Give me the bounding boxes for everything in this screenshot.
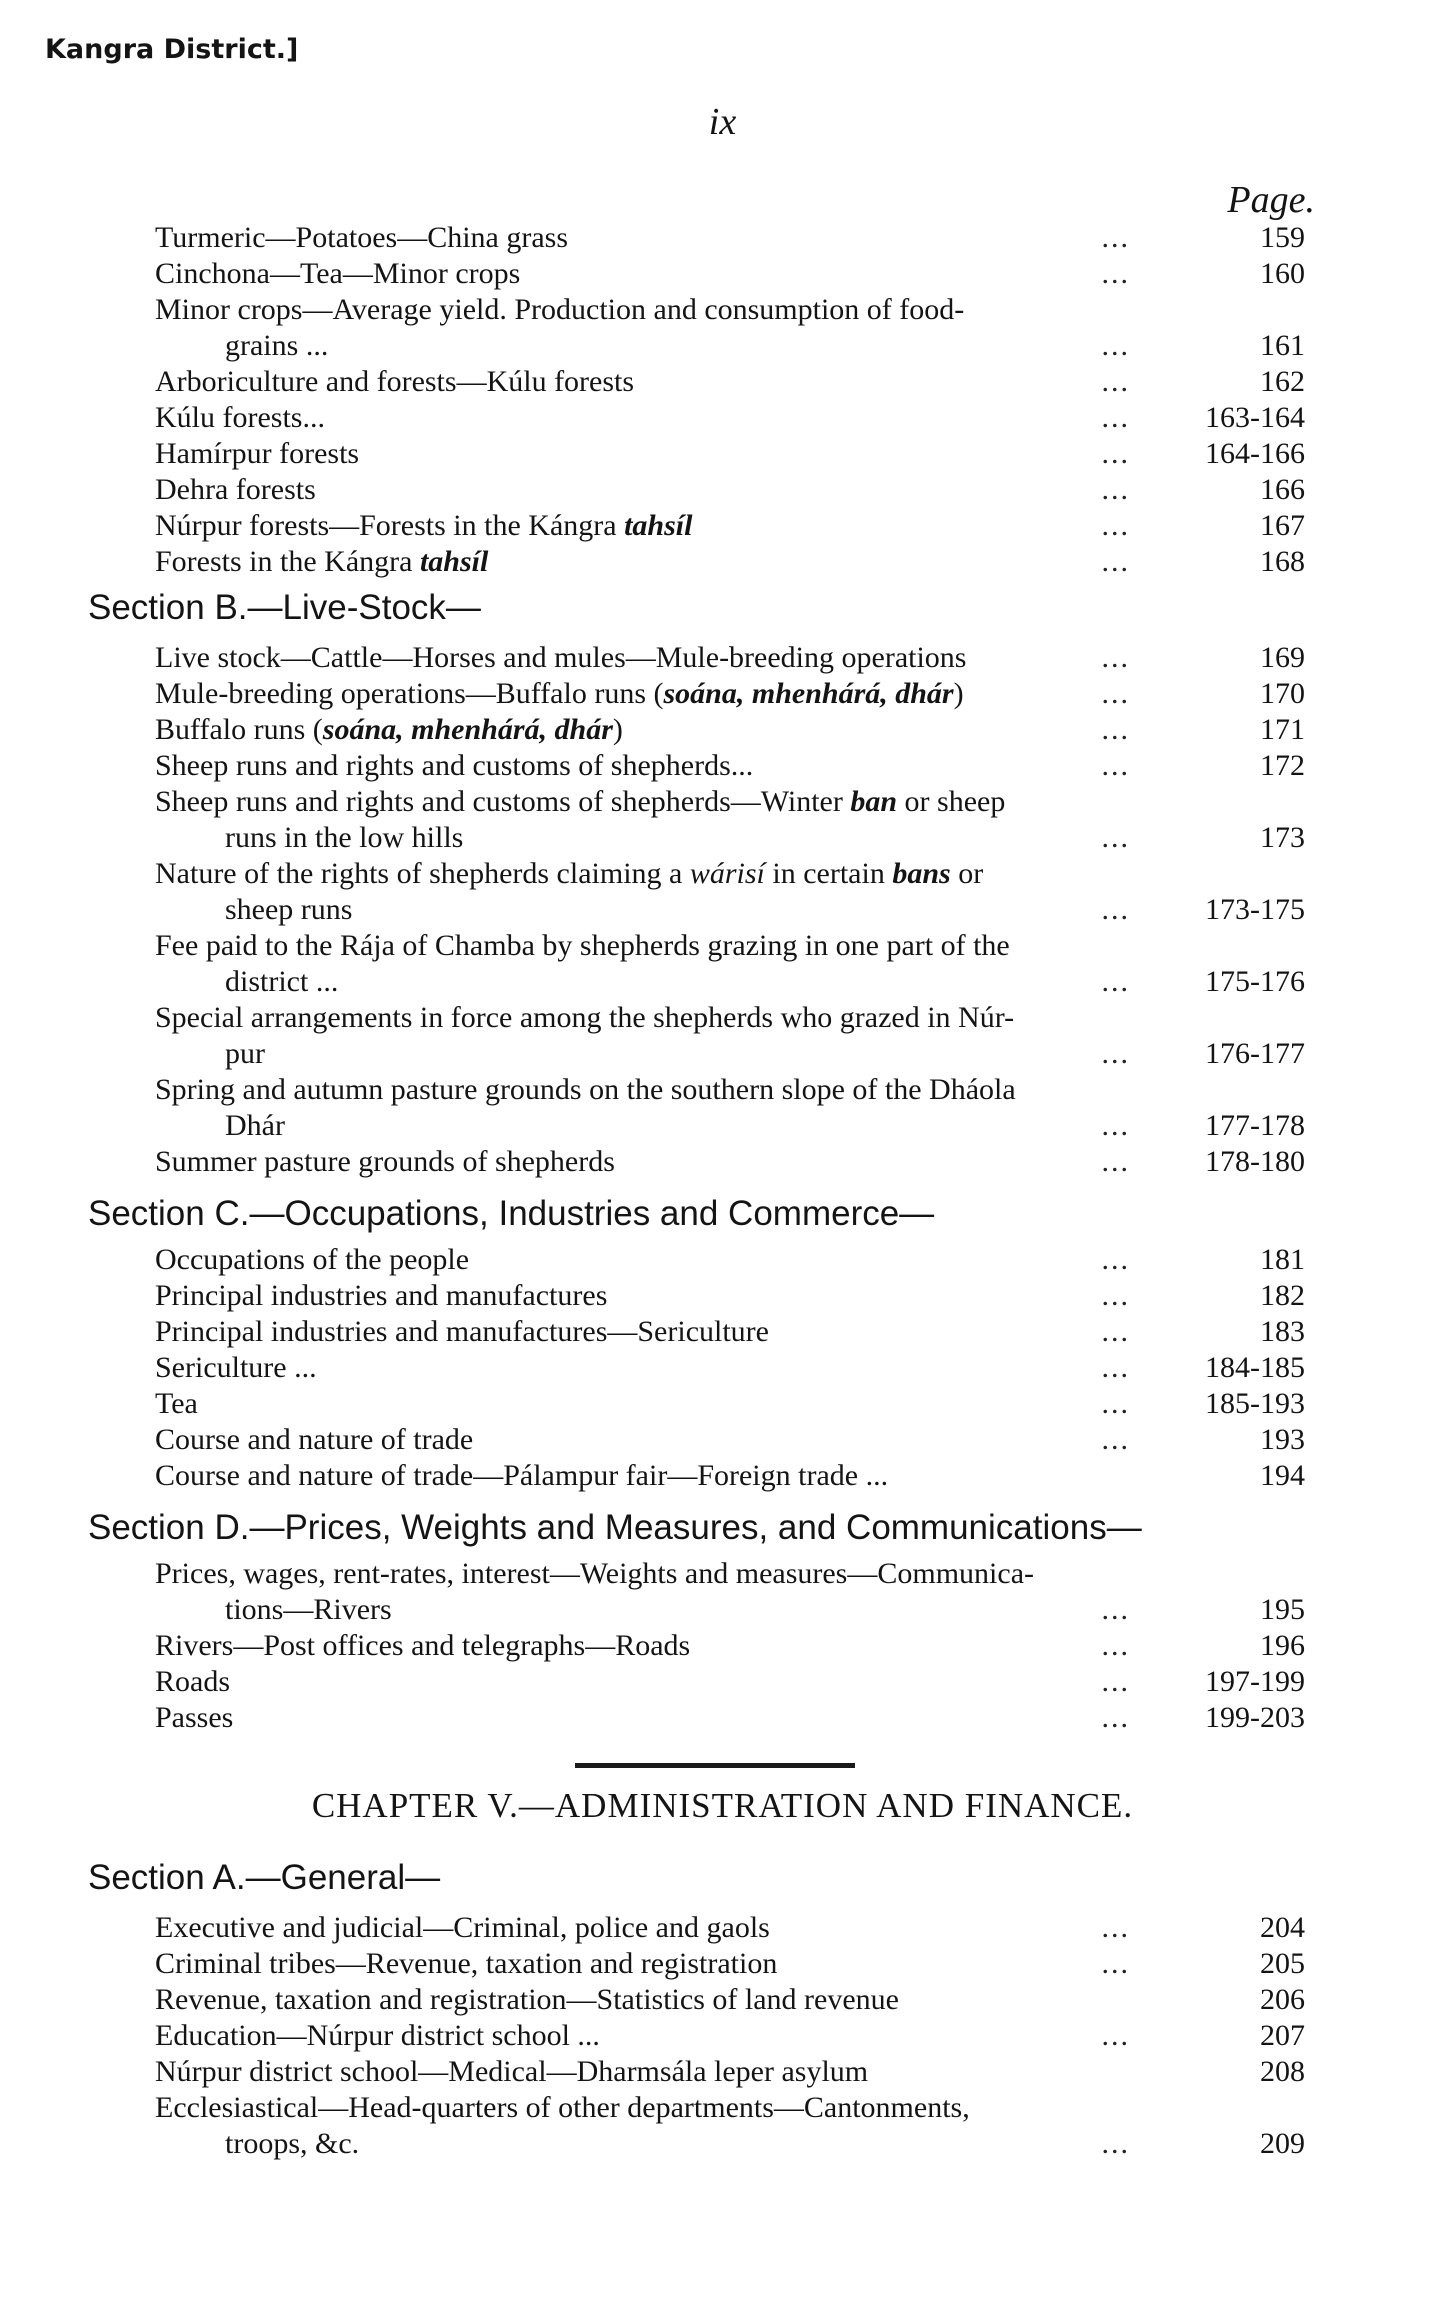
toc-page: 173-175: [1205, 893, 1305, 926]
toc-page: 164-166: [1205, 437, 1305, 470]
toc-page: 185-193: [1205, 1387, 1305, 1420]
toc-page: 162: [1260, 365, 1305, 398]
section-heading: Section B.—Live-Stock—: [88, 588, 481, 627]
toc-entry: Arboriculture and forests—Kúlu forests ... 162: [155, 365, 1305, 398]
toc-page: 178-180: [1205, 1145, 1305, 1178]
toc-page: 168: [1260, 545, 1305, 578]
toc-page: 193: [1260, 1423, 1305, 1456]
section-heading: Section C.—Occupations, Industries and Commerce—: [88, 1194, 935, 1233]
toc-entry: Buffalo runs (soána, mhenhárá, dhár) ... 171: [155, 713, 1305, 746]
toc-page: 184-185: [1205, 1351, 1305, 1384]
toc-page: 183: [1260, 1315, 1305, 1348]
toc-entry: Núrpur forests—Forests in the Kángra tahsíl ... 167: [155, 509, 1305, 542]
toc-entry: Nature of the rights of shepherds claiming a wárisí in certain bans or sheep runs ... 173-175: [155, 857, 1305, 926]
toc-page: 171: [1260, 713, 1305, 746]
toc-section-a: [155, 1910, 1305, 2162]
toc-entry: Turmeric—Potatoes—China grass ... 159: [155, 221, 1305, 254]
toc-entry: Cinchona—Tea—Minor crops ... 160: [155, 257, 1305, 290]
toc-page: 173: [1260, 821, 1305, 854]
toc-section-c: [155, 1242, 1305, 1494]
toc-entry: Mule-breeding operations—Buffalo runs (soána, mhenhárá, dhár) ... 170: [155, 677, 1305, 710]
toc-entry: Executive and judicial—Criminal, police and gaols ... 204: [155, 1911, 1305, 1944]
toc-page: 197-199: [1205, 1665, 1305, 1698]
toc-section-d: [155, 1556, 1305, 1736]
toc-page: 169: [1260, 641, 1305, 674]
toc-entry: Hamírpur forests ... 164-166: [155, 437, 1305, 470]
toc-entry: Minor crops—Average yield. Production and consumption of food- grains ... ... 161: [155, 293, 1305, 362]
toc-entry: Dehra forests ... 166: [155, 473, 1305, 506]
toc-entry: Fee paid to the Rája of Chamba by shepherds grazing in one part of the district ... ... 175-176: [155, 929, 1305, 998]
toc-page: 206: [1260, 1983, 1305, 2016]
page-column-label: Page.: [1227, 179, 1315, 221]
toc-page: 170: [1260, 677, 1305, 710]
toc-page: 205: [1260, 1947, 1305, 1980]
chapter-heading: CHAPTER V.—ADMINISTRATION AND FINANCE.: [311, 1786, 1134, 1825]
toc-page: 177-178: [1205, 1109, 1305, 1142]
toc-entry: Sericulture ... ... 184-185: [155, 1351, 1305, 1384]
toc-entry: Prices, wages, rent-rates, interest—Weights and measures—Communica- tions—Rivers ... 195: [155, 1557, 1305, 1626]
toc-page: 167: [1260, 509, 1305, 542]
toc-entry: Spring and autumn pasture grounds on the southern slope of the Dháola Dhár ... 177-178: [155, 1073, 1305, 1142]
toc-page: 160: [1260, 257, 1305, 290]
toc-entry: Núrpur district school—Medical—Dharmsála leper asylum 208: [155, 2055, 1305, 2088]
toc-entry: Education—Núrpur district school ... ... 207: [155, 2019, 1305, 2052]
toc-page: 172: [1260, 749, 1305, 782]
toc-entry: Criminal tribes—Revenue, taxation and registration ... 205: [155, 1947, 1305, 1980]
toc-page: 195: [1260, 1593, 1305, 1626]
toc-entry: Principal industries and manufactures—Sericulture ... 183: [155, 1315, 1305, 1348]
toc-entry: Revenue, taxation and registration—Statistics of land revenue 206: [155, 1983, 1305, 2016]
toc-entry: Rivers—Post offices and telegraphs—Roads ... 196: [155, 1629, 1305, 1662]
toc-page: 175-176: [1205, 965, 1305, 998]
toc-entry: Course and nature of trade—Pálampur fair—Foreign trade ... 194: [155, 1459, 1305, 1492]
toc-page: 166: [1260, 473, 1305, 506]
toc-page: 163-164: [1205, 401, 1305, 434]
toc-entry: Occupations of the people ... 181: [155, 1243, 1305, 1276]
running-head-district: Kangra District.]: [45, 34, 299, 65]
toc-page: 204: [1260, 1911, 1305, 1944]
toc-page: 159: [1260, 221, 1305, 254]
chapter-divider-rule: [575, 1763, 855, 1768]
toc-entry: Course and nature of trade ... 193: [155, 1423, 1305, 1456]
section-heading: Section D.—Prices, Weights and Measures, and Communications—: [88, 1508, 1142, 1547]
toc-entry: Ecclesiastical—Head-quarters of other departments—Cantonments, troops, &c. ... 209: [155, 2091, 1305, 2160]
toc-entry: Sheep runs and rights and customs of shepherds... ... 172: [155, 749, 1305, 782]
toc-entry: Roads ... 197-199: [155, 1665, 1305, 1698]
toc-entry: Special arrangements in force among the shepherds who grazed in Núr- pur ... 176-177: [155, 1001, 1305, 1070]
toc-page: 161: [1260, 329, 1305, 362]
toc-page: 181: [1260, 1243, 1305, 1276]
toc-entry: Passes ... 199-203: [155, 1701, 1305, 1734]
toc-entry: Sheep runs and rights and customs of shepherds—Winter ban or sheep runs in the low hills ... 173: [155, 785, 1305, 854]
toc-page: 196: [1260, 1629, 1305, 1662]
toc-page: 209: [1260, 2127, 1305, 2160]
toc-page: 182: [1260, 1279, 1305, 1312]
toc-entry: Kúlu forests... ... 163-164: [155, 401, 1305, 434]
toc-entry: Tea ... 185-193: [155, 1387, 1305, 1420]
toc-page: 199-203: [1205, 1701, 1305, 1734]
toc-section-b: [155, 640, 1305, 1180]
section-heading: Section A.—General—: [88, 1858, 441, 1897]
toc-entry: Principal industries and manufactures ... 182: [155, 1279, 1305, 1312]
page-number-roman: ix: [708, 101, 737, 143]
toc-page: 194: [1260, 1459, 1305, 1492]
toc-entry: Live stock—Cattle—Horses and mules—Mule-breeding operations ... 169: [155, 641, 1305, 674]
toc-entry: Summer pasture grounds of shepherds ... 178-180: [155, 1145, 1305, 1178]
toc-page: 176-177: [1205, 1037, 1305, 1070]
toc-top-entries: [155, 220, 1305, 580]
toc-page: 207: [1260, 2019, 1305, 2052]
toc-entry: Forests in the Kángra tahsíl ... 168: [155, 545, 1305, 578]
toc-page: 208: [1260, 2055, 1305, 2088]
